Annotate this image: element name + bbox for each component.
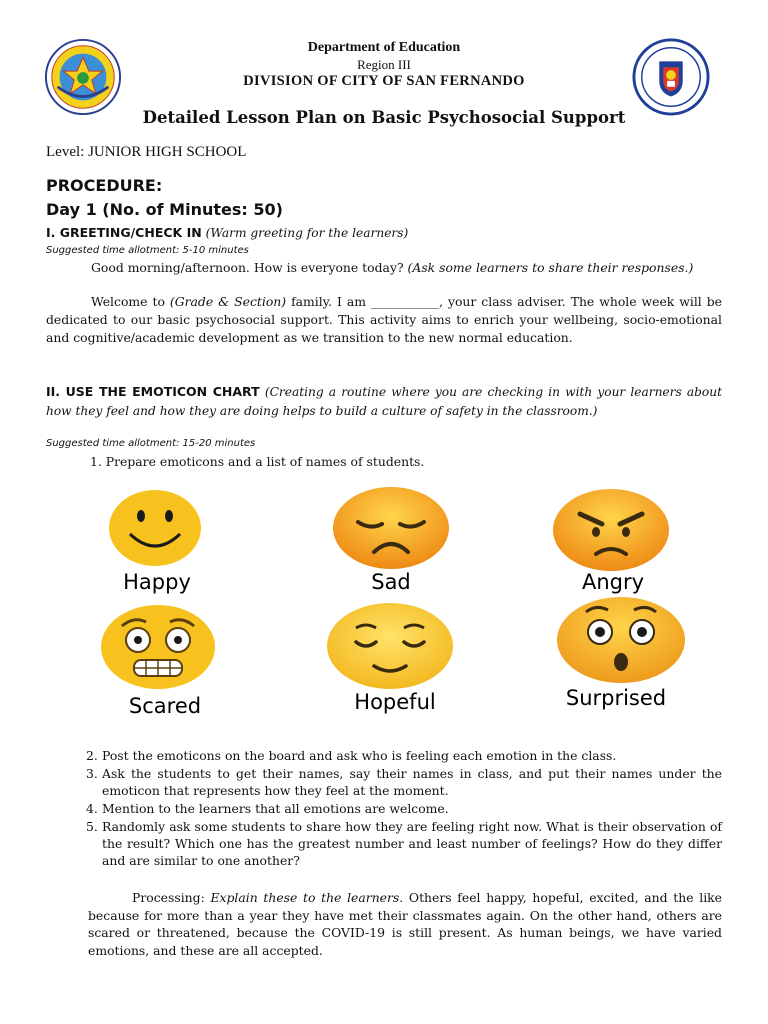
list-item-4 xyxy=(88,801,722,818)
section2-note: (Creating a routine where you are checking in with your learners about how they feel and how they are doing helps to build a culture of safety in the classroom.) xyxy=(46,385,722,418)
list-item-5-text: Randomly ask some students to share how they are feeling right now. What is their observation of the result? Which one has the greatest number and least number of feelings? How do they differ and are similar to one another? xyxy=(102,819,722,868)
angry-face-icon xyxy=(552,488,670,572)
section1-heading: I. GREETING/CHECK IN xyxy=(46,225,202,240)
list-item-4-number: 4. xyxy=(86,801,98,816)
section2-item1: 1. Prepare emoticons and a list of names of students. xyxy=(90,454,425,469)
p2-pre: Welcome to xyxy=(91,294,170,309)
list-item-2-text: Post the emoticons on the board and ask who is feeling each emotion in the class. xyxy=(102,748,617,763)
list-item-3 xyxy=(88,766,722,800)
section1-note: (Warm greeting for the learners) xyxy=(205,226,409,240)
scared-face-icon xyxy=(100,604,216,690)
list-item-5 xyxy=(88,819,722,869)
list-item-3-number: 3. xyxy=(86,766,98,781)
day-heading: Day 1 (No. of Minutes: 50) xyxy=(46,200,283,219)
hopeful-face-icon xyxy=(326,602,454,690)
section1-paragraph1 xyxy=(46,259,722,277)
list-item-2-number: 2. xyxy=(86,748,98,763)
section2-time: Suggested time allotment: 15-20 minutes xyxy=(46,438,256,449)
emoticon-chart xyxy=(100,484,700,724)
processing-paragraph xyxy=(88,889,722,959)
emotion-label-sad: Sad xyxy=(371,570,411,594)
emotion-label-happy: Happy xyxy=(123,570,191,594)
list-item-2 xyxy=(88,748,722,765)
list-item-5-number: 5. xyxy=(86,819,98,834)
p2-italic: (Grade & Section) xyxy=(169,294,287,309)
level-line: Level: JUNIOR HIGH SCHOOL xyxy=(46,144,247,160)
processing-italic: Explain these to the learners xyxy=(210,890,400,905)
emotion-label-hopeful: Hopeful xyxy=(354,690,436,714)
p2-post: family. I am ___________, your class adviser. The whole week will be dedicated to our basic psychosocial support. This activity aims to enrich your wellbeing, socio-emotional and cognitive/academic development as we transition to the new normal education. xyxy=(46,294,722,345)
section1-paragraph2 xyxy=(46,293,722,346)
section1-time: Suggested time allotment: 5-10 minutes xyxy=(46,245,249,256)
procedure-heading: PROCEDURE: xyxy=(46,176,163,195)
p1-italic: (Ask some learners to share their responses.) xyxy=(407,260,694,275)
emotion-label-surprised: Surprised xyxy=(565,686,667,710)
sad-face-icon xyxy=(332,486,450,570)
document-title: Detailed Lesson Plan on Basic Psychosocial Support xyxy=(142,108,626,127)
section2-heading-block xyxy=(46,383,722,421)
surprised-face-icon xyxy=(556,596,686,684)
section2-heading: II. USE THE EMOTICON CHART xyxy=(46,384,260,399)
list-item-4-text: Mention to the learners that all emotions are welcome. xyxy=(102,801,449,816)
emotion-label-scared: Scared xyxy=(128,694,202,718)
emotion-label-angry: Angry xyxy=(581,570,645,594)
processing-text: . Others feel happy, hopeful, excited, and the like because for more than a year they have met their classmates again. On the other hand, others are scared or threatened, because the COVID-19 is still present. As human beings, we have varied emotions, and these are all accepted. xyxy=(88,890,722,958)
header-division: DIVISION OF CITY OF SAN FERNANDO xyxy=(243,73,525,89)
list-item-3-text: Ask the students to get their names, say their names in class, and put their names under the emoticon that represents how they feel at the moment. xyxy=(102,766,722,798)
processing-label: Processing: xyxy=(132,890,211,905)
p1-text: Good morning/afternoon. How is everyone today? xyxy=(91,260,408,275)
section1-heading-line xyxy=(46,224,722,243)
happy-face-icon xyxy=(108,488,202,568)
header-region: Region III xyxy=(357,57,411,72)
header-department: Department of Education xyxy=(307,40,461,55)
